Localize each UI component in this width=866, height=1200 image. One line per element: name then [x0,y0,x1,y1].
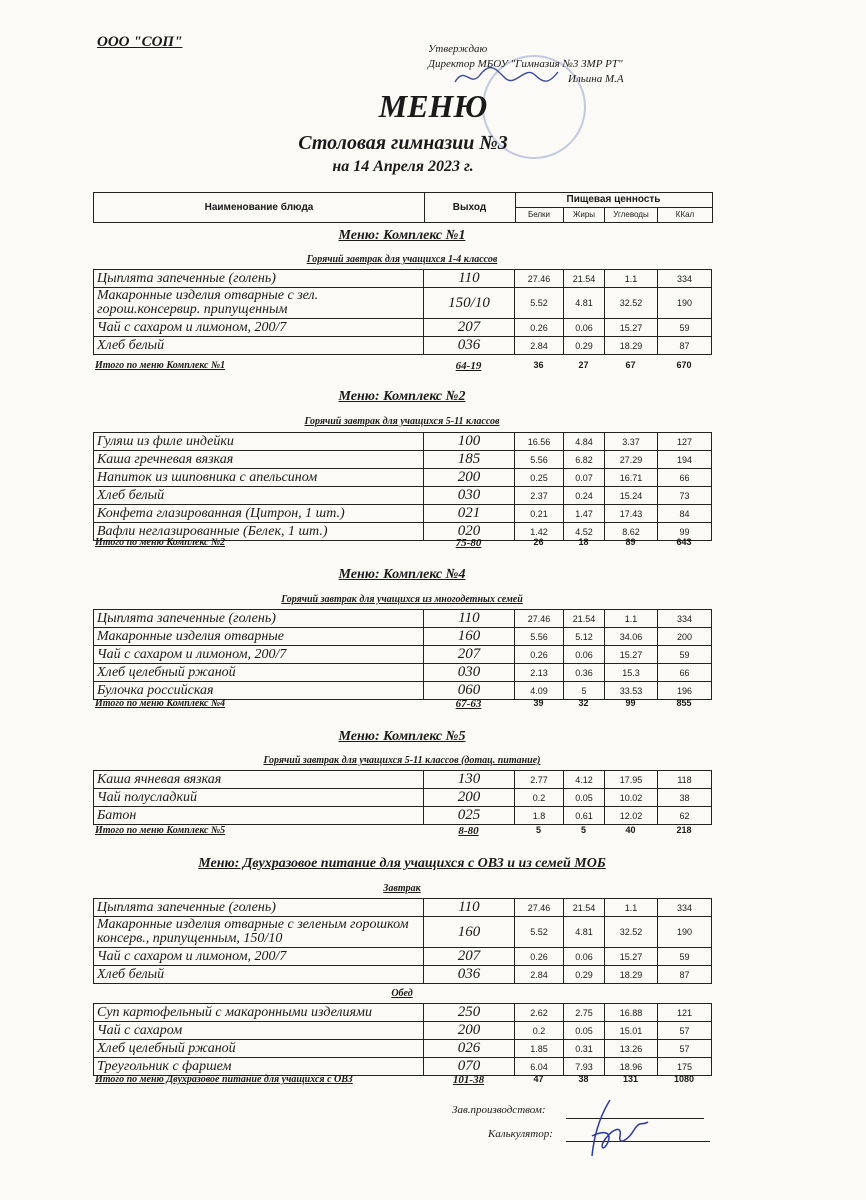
dish-output: 207 [424,646,515,664]
dish-name: Чай с сахаром и лимоном, 200/7 [94,319,424,337]
total-row [93,1074,711,1087]
dish-carbs: 8.62 [605,523,658,541]
breakfast-label: Завтрак [383,883,421,894]
total-label: Итого по меню Двухразовое питание для учащихся с ОВЗ [95,1074,353,1085]
section-subtitle: Горячий завтрак для учащихся из многодетных семей [281,594,523,605]
total-carbs: 40 [625,825,636,835]
dish-fats: 4.12 [564,771,605,789]
dish-name: Цыплята запеченные (голень) [94,899,424,917]
dish-name: Суп картофельный с макаронными изделиями [94,1004,424,1022]
total-output: 101-38 [452,1074,485,1086]
dish-name: Хлеб целебный ржаной [94,664,424,682]
table-row [94,505,712,523]
dish-output: 185 [424,451,515,469]
dish-name: Каша ячневая вязкая [94,771,424,789]
dish-kcal: 334 [658,899,712,917]
dish-kcal: 121 [658,1004,712,1022]
table-row [94,1058,712,1076]
dish-fats: 0.05 [564,1022,605,1040]
dish-fats: 0.05 [564,789,605,807]
dish-fats: 5.12 [564,628,605,646]
dish-proteins: 5.56 [515,628,564,646]
table-row [94,337,712,355]
dish-proteins: 4.09 [515,682,564,700]
dish-carbs: 15.3 [605,664,658,682]
total-kcal: 218 [676,825,692,835]
total-label: Итого по меню Комплекс №4 [95,698,226,709]
table-row [94,319,712,337]
dish-kcal: 190 [658,917,712,948]
table-row [94,948,712,966]
dish-output: 070 [424,1058,515,1076]
dish-output: 110 [424,899,515,917]
table-row [94,1004,712,1022]
dish-carbs: 18.29 [605,337,658,355]
dish-carbs: 15.24 [605,487,658,505]
table-row [94,646,712,664]
menu-date: на 14 Апреля 2023 г. [332,158,474,175]
dish-output: 200 [424,789,515,807]
dish-kcal: 59 [658,948,712,966]
total-label: Итого по меню Комплекс №1 [95,360,226,371]
dish-name: Хлеб белый [94,487,424,505]
dish-proteins: 2.37 [515,487,564,505]
dish-kcal: 99 [658,523,712,541]
table-row [94,487,712,505]
total-proteins: 36 [533,360,544,370]
dish-name: Чай с сахаром и лимоном, 200/7 [94,948,424,966]
dish-carbs: 16.88 [605,1004,658,1022]
dish-kcal: 66 [658,664,712,682]
dish-name: Цыплята запеченные (голень) [94,270,424,288]
dish-name: Напиток из шиповника с апельсином [94,469,424,487]
dish-fats: 0.06 [564,319,605,337]
dish-output: 207 [424,948,515,966]
dish-kcal: 59 [658,646,712,664]
section-subtitle: Горячий завтрак для учащихся 1-4 классов [306,254,498,265]
table-row [94,610,712,628]
dish-kcal: 87 [658,337,712,355]
total-kcal: 670 [676,360,692,370]
lunch-label: Обед [391,988,413,999]
dish-carbs: 18.96 [605,1058,658,1076]
dish-name: Макаронные изделия отварные с зеленым горошком консерв., припущенным, 150/10 [94,917,424,948]
calculator-signature [582,1096,652,1162]
dish-carbs: 1.1 [605,610,658,628]
dish-fats: 21.54 [564,270,605,288]
dish-carbs: 32.52 [605,917,658,948]
dish-name: Конфета глазированная (Цитрон, 1 шт.) [94,505,424,523]
table-row [94,771,712,789]
dish-output: 110 [424,610,515,628]
dish-kcal: 334 [658,270,712,288]
dish-kcal: 194 [658,451,712,469]
dish-proteins: 2.13 [515,664,564,682]
dish-proteins: 0.2 [515,789,564,807]
table-row [94,899,712,917]
dish-kcal: 334 [658,610,712,628]
dish-output: 030 [424,664,515,682]
dish-proteins: 6.04 [515,1058,564,1076]
dish-output: 100 [424,433,515,451]
dish-carbs: 15.27 [605,319,658,337]
dish-fats: 7.93 [564,1058,605,1076]
dish-name: Чай полусладкий [94,789,424,807]
dish-fats: 5 [564,682,605,700]
dish-kcal: 73 [658,487,712,505]
section-subtitle: Горячий завтрак для учащихся 5-11 классов [304,416,500,427]
dish-carbs: 33.53 [605,682,658,700]
dish-carbs: 16.71 [605,469,658,487]
table-row [94,807,712,825]
ovz-section-title: Меню: Двухразовое питание для учащихся с ОВЗ и из семей МОБ [198,856,606,871]
dish-kcal: 196 [658,682,712,700]
dish-proteins: 2.84 [515,966,564,984]
table-row [94,789,712,807]
dish-proteins: 0.26 [515,646,564,664]
dish-output: 030 [424,487,515,505]
menu-table-ovz-breakfast [93,898,712,984]
dish-kcal: 84 [658,505,712,523]
total-proteins: 39 [533,698,544,708]
dish-proteins: 0.26 [515,319,564,337]
total-carbs: 89 [625,537,636,547]
dish-carbs: 3.37 [605,433,658,451]
table-row [94,917,712,948]
section-title: Меню: Комплекс №5 [338,729,466,744]
dish-output: 250 [424,1004,515,1022]
dish-proteins: 5.52 [515,288,564,319]
col-output-header: Выход [424,193,516,222]
table-row [94,288,712,319]
total-row [93,537,711,550]
table-row [94,966,712,984]
section-title: Меню: Комплекс №4 [338,567,466,582]
dish-kcal: 175 [658,1058,712,1076]
menu-table-ovz-lunch [93,1003,712,1076]
menu-table-complex-1 [93,269,712,355]
dish-output: 036 [424,337,515,355]
dish-name: Булочка российская [94,682,424,700]
dish-fats: 4.84 [564,433,605,451]
dish-kcal: 57 [658,1022,712,1040]
dish-kcal: 200 [658,628,712,646]
dish-output: 207 [424,319,515,337]
dish-proteins: 16.56 [515,433,564,451]
total-kcal: 855 [676,698,692,708]
approval-line-1: Утверждаю [428,43,488,55]
dish-carbs: 10.02 [605,789,658,807]
dish-carbs: 15.27 [605,948,658,966]
approval-line-2: Директор МБОУ "Гимназия №3 ЗМР РТ" [428,58,623,70]
table-row [94,664,712,682]
total-fats: 5 [580,825,586,835]
dish-output: 200 [424,1022,515,1040]
total-fats: 18 [578,537,589,547]
dish-kcal: 118 [658,771,712,789]
total-output: 67-63 [455,698,482,710]
col-kcal-header: ККал [675,210,695,219]
table-row [94,628,712,646]
dish-proteins: 27.46 [515,610,564,628]
total-proteins: 26 [533,537,544,547]
total-row [93,825,711,838]
col-fats-header: Жиры [564,208,605,222]
dish-fats: 21.54 [564,610,605,628]
total-output: 64-19 [455,360,482,372]
dish-output: 020 [424,523,515,541]
approval-block [428,42,624,87]
total-label: Итого по меню Комплекс №2 [95,537,226,548]
dish-proteins: 2.62 [515,1004,564,1022]
dish-output: 026 [424,1040,515,1058]
dish-proteins: 5.52 [515,917,564,948]
dish-name: Макаронные изделия отварные [94,628,424,646]
dish-carbs: 18.29 [605,966,658,984]
dish-proteins: 5.56 [515,451,564,469]
dish-fats: 0.06 [564,948,605,966]
dish-output: 150/10 [424,288,515,319]
total-row [93,360,711,373]
company-name: ООО "СОП" [97,34,183,50]
dish-fats: 0.36 [564,664,605,682]
dish-fats: 0.61 [564,807,605,825]
dish-carbs: 17.95 [605,771,658,789]
dish-kcal: 190 [658,288,712,319]
dish-output: 060 [424,682,515,700]
dish-fats: 0.07 [564,469,605,487]
dish-output: 021 [424,505,515,523]
dish-fats: 0.06 [564,646,605,664]
dish-fats: 0.29 [564,337,605,355]
dish-proteins: 27.46 [515,270,564,288]
dish-carbs: 27.29 [605,451,658,469]
dish-proteins: 2.84 [515,337,564,355]
dish-output: 036 [424,966,515,984]
total-row [93,698,711,711]
dish-name: Чай с сахаром и лимоном, 200/7 [94,646,424,664]
approval-line-3: Ильина М.А [568,73,624,85]
total-carbs: 131 [622,1074,639,1084]
col-carbs-header: Углеводы [605,208,658,222]
dish-carbs: 34.06 [605,628,658,646]
dish-fats: 0.31 [564,1040,605,1058]
dish-fats: 2.75 [564,1004,605,1022]
dish-carbs: 1.1 [605,270,658,288]
dish-name: Треугольник с фаршем [94,1058,424,1076]
table-row [94,270,712,288]
dish-name: Каша гречневая вязкая [94,451,424,469]
total-output: 8-80 [458,825,479,837]
section-title: Меню: Комплекс №2 [338,389,466,404]
dish-kcal: 59 [658,319,712,337]
dish-kcal: 66 [658,469,712,487]
table-row [94,1040,712,1058]
dish-carbs: 1.1 [605,899,658,917]
table-row [94,469,712,487]
dish-fats: 4.52 [564,523,605,541]
dish-output: 110 [424,270,515,288]
dish-kcal: 87 [658,966,712,984]
dish-proteins: 1.42 [515,523,564,541]
col-proteins-header: Белки [515,208,564,222]
page-subtitle: Столовая гимназии №3 [298,132,508,154]
total-kcal: 643 [676,537,692,547]
dish-fats: 6.82 [564,451,605,469]
menu-table-complex-2 [93,432,712,541]
col-nutrition-header: Пищевая ценность [515,193,712,208]
total-carbs: 99 [625,698,636,708]
dish-proteins: 0.21 [515,505,564,523]
dish-kcal: 57 [658,1040,712,1058]
table-row [94,1022,712,1040]
production-manager-label: Зав.производством: [452,1104,546,1116]
section-title: Меню: Комплекс №1 [338,228,466,243]
dish-fats: 21.54 [564,899,605,917]
dish-carbs: 15.01 [605,1022,658,1040]
dish-name: Макаронные изделия отварные с зел. горош.консервир. припущенным [94,288,424,319]
total-output: 75-80 [455,537,482,549]
total-proteins: 5 [535,825,541,835]
dish-proteins: 0.26 [515,948,564,966]
dish-carbs: 15.27 [605,646,658,664]
menu-table-complex-4 [93,609,712,700]
dish-fats: 4.81 [564,288,605,319]
dish-proteins: 1.8 [515,807,564,825]
dish-output: 160 [424,628,515,646]
dish-fats: 0.29 [564,966,605,984]
dish-output: 130 [424,771,515,789]
total-fats: 27 [578,360,589,370]
table-row [94,682,712,700]
dish-proteins: 27.46 [515,899,564,917]
dish-name: Хлеб целебный ржаной [94,1040,424,1058]
dish-proteins: 0.2 [515,1022,564,1040]
total-kcal: 1080 [673,1074,695,1084]
dish-proteins: 2.77 [515,771,564,789]
dish-carbs: 12.02 [605,807,658,825]
dish-carbs: 32.52 [605,288,658,319]
dish-carbs: 13.26 [605,1040,658,1058]
total-fats: 32 [578,698,589,708]
dish-proteins: 0.25 [515,469,564,487]
table-header [93,192,713,223]
table-row [94,433,712,451]
total-proteins: 47 [533,1074,544,1084]
dish-name: Хлеб белый [94,966,424,984]
dish-kcal: 62 [658,807,712,825]
dish-output: 200 [424,469,515,487]
dish-name: Вафли неглазированные (Белек, 1 шт.) [94,523,424,541]
dish-carbs: 17.43 [605,505,658,523]
calculator-label: Калькулятор: [488,1128,553,1140]
dish-name: Батон [94,807,424,825]
dish-fats: 1.47 [564,505,605,523]
dish-output: 160 [424,917,515,948]
dish-output: 025 [424,807,515,825]
dish-kcal: 127 [658,433,712,451]
total-label: Итого по меню Комплекс №5 [95,825,226,836]
dish-name: Чай с сахаром [94,1022,424,1040]
menu-table-complex-5 [93,770,712,825]
dish-name: Хлеб белый [94,337,424,355]
total-carbs: 67 [625,360,636,370]
dish-fats: 0.24 [564,487,605,505]
table-row [94,451,712,469]
dish-kcal: 38 [658,789,712,807]
dish-name: Цыплята запеченные (голень) [94,610,424,628]
total-fats: 38 [578,1074,589,1084]
page-title: МЕНЮ [378,88,488,124]
dish-fats: 4.81 [564,917,605,948]
dish-proteins: 1.85 [515,1040,564,1058]
dish-name: Гуляш из филе индейки [94,433,424,451]
col-name-header: Наименование блюда [94,193,425,222]
section-subtitle: Горячий завтрак для учащихся 5-11 классов (дотац. питание) [263,755,541,766]
